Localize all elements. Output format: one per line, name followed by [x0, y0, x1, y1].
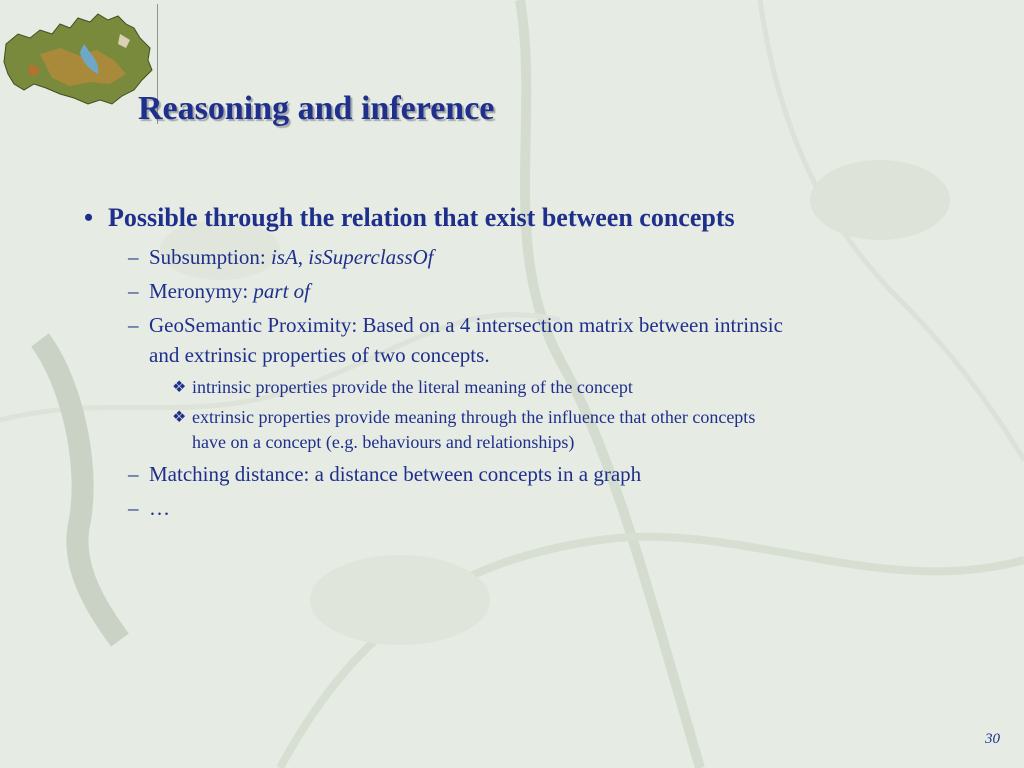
- list-item-matching-distance: [84, 459, 984, 489]
- list-item-subsumption: [84, 242, 984, 272]
- list-item-ellipsis: [84, 493, 984, 523]
- canada-map-icon: [0, 4, 160, 124]
- geosemantic-line-1: GeoSemantic Proximity: Based on a 4 intersection matrix between intrinsic: [149, 313, 783, 337]
- subsumption-separator: ,: [297, 245, 309, 269]
- en-dash-icon: –: [128, 462, 139, 486]
- four-diamond-icon: ❖: [172, 379, 187, 396]
- main-bullet: [84, 198, 984, 238]
- sub-item-extrinsic: [84, 405, 984, 455]
- en-dash-icon: –: [128, 279, 139, 303]
- page-number: 30: [985, 731, 1000, 747]
- issuperclassof-term: isSuperclassOf: [308, 245, 434, 269]
- slide-content: [84, 198, 984, 523]
- bullet-dot-icon: •: [84, 203, 94, 232]
- sub-item-intrinsic: [84, 375, 984, 400]
- en-dash-icon: –: [128, 313, 139, 337]
- list-item-meronymy: [84, 276, 984, 306]
- isa-term: isA: [270, 245, 298, 269]
- extrinsic-line-2: have on a concept (e.g. behaviours and relationships): [192, 432, 575, 452]
- four-diamond-icon: ❖: [172, 409, 187, 426]
- ellipsis-text: …: [149, 496, 170, 520]
- extrinsic-line-1: extrinsic properties provide meaning through the influence that other concepts: [192, 407, 756, 427]
- main-bullet-text: Possible through the relation that exist between concepts: [108, 203, 735, 232]
- subsumption-label: Subsumption:: [149, 245, 271, 269]
- en-dash-icon: –: [128, 496, 139, 520]
- meronymy-label: Meronymy:: [149, 279, 254, 303]
- slide-title: Reasoning and inference: [138, 90, 495, 127]
- intrinsic-text: intrinsic properties provide the literal meaning of the concept: [192, 377, 633, 397]
- matching-distance-text: Matching distance: a distance between concepts in a graph: [149, 462, 642, 486]
- part-of-term: part of: [253, 279, 310, 303]
- en-dash-icon: –: [128, 245, 139, 269]
- list-item-geosemantic-proximity: [84, 310, 984, 370]
- geosemantic-line-2: and extrinsic properties of two concepts.: [149, 343, 490, 367]
